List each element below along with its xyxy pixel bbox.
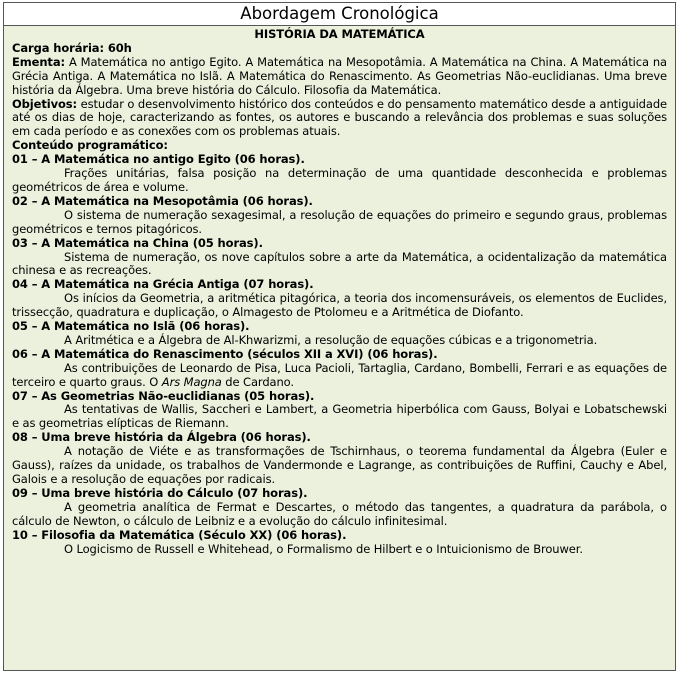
module-desc bbox=[12, 362, 667, 390]
module-desc-pre: As contribuições de Leonardo de Pisa, Luca Pacioli, Tartaglia, Cardano, Bombelli, Ferrari e as equações de terceiro e quarto graus. O bbox=[12, 360, 667, 389]
ementa-label: Ementa: bbox=[12, 54, 65, 69]
ementa-text: A Matemática no antigo Egito. A Matemática na Mesopotâmia. A Matemática na China. A Matemática na Grécia Antiga. A Matemática no Islã. A Matemática do Renascimento. As Geometrias Não-euclidianas. Uma breve história da Álgebra. Uma breve história do Cálculo. Filosofia da Matemática. bbox=[12, 54, 667, 97]
module-desc: O sistema de numeração sexagesimal, a resolução de equações do primeiro e segundo graus, problemas geométricos e ternos pitagóricos. bbox=[12, 207, 667, 236]
module-desc: O Logicismo de Russell e Whitehead, o Formalismo de Hilbert e o Intuicionismo de Brouwer. bbox=[64, 541, 583, 556]
module-title: 10 – Filosofia da Matemática (Século XX) (06 horas). bbox=[12, 527, 347, 542]
module-title: 02 – A Matemática na Mesopotâmia (06 horas). bbox=[12, 193, 313, 208]
module-title: 07 – As Geometrias Não-euclidianas (05 horas). bbox=[12, 388, 315, 403]
conteudo-label: Conteúdo programático: bbox=[12, 138, 168, 153]
module-desc: A notação de Viéte e as transformações de Tschirnhaus, o teorema fundamental da Álgebra (Euler e Gauss), raízes da unidade, os trabalhos de Vandermonde e Lagrange, as contribuições de Ruffini, Cauchy e Abel, Galois e a resolução de equações por radicais. bbox=[12, 444, 667, 486]
module-desc: Os inícios da Geometria, a aritmética pitagórica, a teoria dos incomensuráveis, os elementos de Euclides, trissecção, quadratura e duplicação, o Almagesto de Ptolomeu e a Aritmética de Diofanto. bbox=[12, 291, 667, 320]
ementa-paragraph bbox=[12, 56, 667, 98]
module-title: 04 – A Matemática na Grécia Antiga (07 horas). bbox=[12, 277, 314, 292]
module-title: 09 – Uma breve história do Cálculo (07 horas). bbox=[12, 485, 308, 500]
document-box bbox=[3, 2, 676, 671]
module-desc: Frações unitárias, falsa posição na determinação de uma quantidade desconhecida e problemas geométricos de área e volume. bbox=[12, 166, 667, 194]
header-title: Abordagem Cronológica bbox=[4, 3, 675, 26]
module-title: 01 – A Matemática no antigo Egito (06 horas). bbox=[12, 152, 305, 167]
module-desc-post: de Cardano. bbox=[221, 374, 294, 389]
carga-horaria: Carga horária: 60h bbox=[12, 40, 132, 55]
objetivos-text: estudar o desenvolvimento histórico dos conteúdos e do pensamento matemático desde a antiguidade até os dias de hoje, caracterizando as fontes, os autores e buscando a relevância dos problemas e suas soluções em cada período e as conexões com os problemas atuais. bbox=[12, 96, 667, 139]
document-content bbox=[4, 26, 675, 556]
module-title: 06 – A Matemática do Renascimento (séculos XII a XVI) (06 horas). bbox=[12, 346, 438, 361]
module-desc: Sistema de numeração, os nove capítulos sobre a arte da Matemática, a ocidentalização da matemática chinesa e as recreações. bbox=[12, 249, 667, 278]
module-desc-em: Ars Magna bbox=[161, 374, 222, 389]
module-title: 08 – Uma breve história da Álgebra (06 horas). bbox=[12, 430, 311, 445]
module-title: 03 – A Matemática na China (05 horas). bbox=[12, 235, 263, 250]
module-desc: A Aritmética e a Álgebra de Al-Khwarizmi, a resolução de equações cúbicas e a trigonometria. bbox=[64, 332, 598, 347]
objetivos-label: Objetivos: bbox=[12, 96, 78, 111]
document-title: HISTÓRIA DA MATEMÁTICA bbox=[254, 27, 425, 41]
objetivos-paragraph bbox=[12, 98, 667, 140]
module-title: 05 – A Matemática no Islã (06 horas). bbox=[12, 319, 250, 334]
module-desc: As tentativas de Wallis, Saccheri e Lambert, a Geometria hiperbólica com Gauss, Bolyai e Lobatschewski e as geometrias elípticas de Riemann. bbox=[12, 402, 667, 431]
module-desc: A geometria analítica de Fermat e Descartes, o método das tangentes, a quadratura da parábola, o cálculo de Newton, o cálculo de Leibniz e a evolução do cálculo infinitesimal. bbox=[12, 499, 667, 528]
